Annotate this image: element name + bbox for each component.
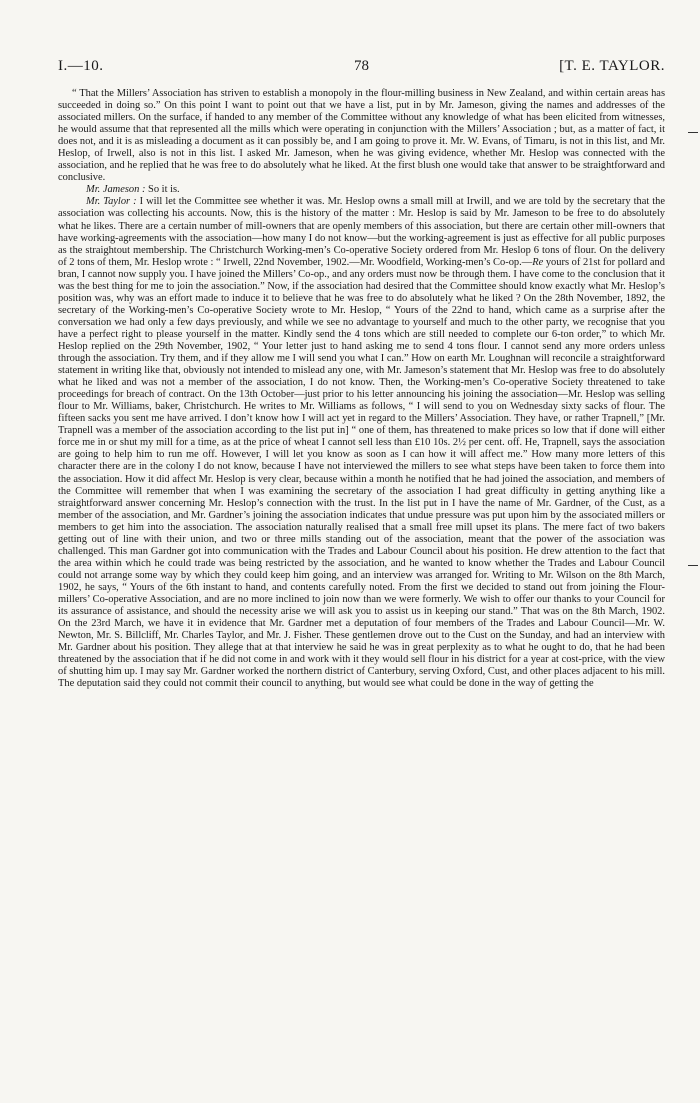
body-text bbox=[58, 88, 665, 690]
margin-mark bbox=[688, 565, 698, 566]
witness-name: [T. E. TAYLOR. bbox=[559, 58, 665, 74]
paragraph-jameson bbox=[58, 184, 665, 196]
paragraph-text: yours of 21st for pollard and bran, I cannot now supply you. I have joined the Millers’ Co-op., and any orders must now be through them. I have come to the conclusion that it was the best thing for me to join the association.” Now, if the association had desired that the Committee should know exactly what Mr. Heslop’s position was, why was an effort made to induce it to believe that he was free to do absolutely what he liked ? On the 28th November, 1892, the secretary of the Working-men’s Co-operative Society wrote to Mr. Heslop, “ Yours of the 22nd to hand, which came as a surprise after the conversation we had only a few days previously, and while we see no advantage to yourself and much to the other party, we recognise that you have a perfect right to please yourself in the matter. Kindly send the 4 tons which are still needed to complete our 6-ton order,” to which Mr. Heslop replied on the 29th November, 1902, “ Your letter just to hand asking me to send 4 tons flour. I cannot send any more orders unless through the association. Try them, and if they allow me I will send you what I can.” How on earth Mr. Loughnan will reconcile a straightforward statement in writing like that, obviously not intended to mislead any one, with Mr. Jameson’s statement that Mr. Heslop was free to do absolutely what he liked and was not a member of the association, I do not know. Then, the Working-men’s Co-operative Society threatened to take proceedings for breach of contract. On the 13th October—just prior to his letter announcing his joining the association—Mr. Heslop was selling flour to Mr. Williams, baker, Christchurch. He writes to Mr. Williams as follows, “ I will send to you on Wednesday sixty sacks of flour. The fifteen sacks you sent me have arrived. I don’t know how I will act yet in regard to the Millers’ Association. They have, or rather Trapnell,” [Mr. Trapnell was a member of the association according to the list put in] “ one of them, has threatened to make prices so low that if done will either force me in or shut my mill for a time, as at the price of wheat I cannot sell less than £10 10s. 2½ per cent. off. He, Trapnell, says the association are going to help him to run me off. However, I will let you know as soon as I can how it will affect me.” How many more letters of this character there are in the colony I do not know, because I have not interviewed the millers to see what steps have been taken to force them into the association. How it did affect Mr. Heslop is very clear, because within a month he notified that he had joined the association, and members of the Committee will remember that when I was examining the secretary of the association I had great difficulty in getting anything like a straightforward answer concerning Mr. Heslop’s connection with the trust. In the list put in I have the name of Mr. Gardner, of the Cust, as a member of the association, and Mr. Gardner’s joining the association indicates that undue pressure was put upon him by the associated millers or members to get him into the association. The association naturally realised that a small free mill upset its plans. The mere fact of two bakers getting out of line with their union, and two or three mills standing out of the association, meant that the power of the association was challenged. This man Gardner got into communication with the Trades and Labour Council about his position. He drew attention to the fact that the area within which he could trade was being restricted by the association, and he wanted to know whether the Trades and Labour Council could not arrange some way by which they could keep him going, and an interview was arranged for. Writing to Mr. Wilson on the 8th March, 1902, he says, “ Yours of the 6th instant to hand, and contents carefully noted. From the first we decided to stand out from joining the Flour-millers’ Co-operative Association, and are no more inclined to join now than we were formerly. We wish to offer our thanks to your Council for its assurance of assistance, and should the necessity arise we will ask you to assist us in keeping our stand.” That was on the 8th March, 1902. On the 23rd March, we have it in evidence that Mr. Gardner met a deputation of four members of the Trades and Labour Council—Mr. W. Newton, Mr. S. Billcliff, Mr. Charles Taylor, and Mr. J. Fisher. These gentlemen drove out to the Cust on the Sunday, and had an interview with Mr. Gardner about his position. They allege that at that interview he said he was in great perplexity as to what he ought to do, that he had been threatened by the association that if he did not come in and work with it they would sell flour in his district for a year at cost-price, with the view of shutting him up. I may say Mr. Gardner worked the northern district of Canterbury, serving Oxford, Cust, and other places adjacent to his mill. The deputation said they could not commit their council to anything, but would see what could be done in the way of getting the bbox=[58, 256, 665, 690]
margin-mark bbox=[688, 132, 698, 133]
page-reference: I.—10. bbox=[58, 58, 104, 74]
page-number: 78 bbox=[354, 58, 369, 74]
paragraph-text: “ That the Millers’ Association has striven to establish a monopoly in the flour-milling business in New Zealand, and within certain areas has succeeded in doing so.” On this point I want to point out that we have a list, put in by Mr. Jameson, giving the names and addresses of the associated millers. On the surface, if handed to any member of the Committee without any knowledge of what has been elicited from witnesses, he would assume that that represented all the mills which were operating in conjunction with the Millers’ Association ; but, as a matter of fact, it does not, and it is as misleading a document as it can possibly be, and I am going to prove it. Mr. W. Evans, of Timaru, is not in this list, and Mr. Heslop, of Irwell, also is not in this list. I asked Mr. Jameson, when he was giving evidence, whether Mr. Heslop was connected with the association, and he replied that he was free to do absolutely what he liked. At the first blush one would take that answer to be straightforward and conclusive. bbox=[58, 88, 665, 184]
speaker-label: Mr. Jameson : bbox=[86, 184, 146, 196]
paragraph-taylor bbox=[58, 196, 665, 690]
speaker-label: Mr. Taylor : bbox=[86, 196, 137, 208]
italic-word: Re bbox=[532, 256, 544, 268]
paragraph-intro bbox=[58, 88, 665, 184]
paragraph-text: I will let the Committee see whether it was. Mr. Heslop owns a small mill at Irwill, and we are told by the secretary that the association was collecting his accounts. Now, this is the history of the matter : Mr. Heslop is said by Mr. Jameson to be free to do absolutely what he likes. There are a certain number of mill-owners that are openly members of this association, but there are certain other mill-owners that have working-agreements with the association—how many I do not know—but the working-agreement is just as effective for all public purposes as the straightout membership. The Christchurch Working-men’s Co-operative Society ordered from Mr. Heslop 6 tons of flour. On the delivery of 2 tons of them, Mr. Heslop wrote : “ Irwell, 22nd November, 1902.—Mr. Woodfield, Working-men’s Co-op.— bbox=[58, 196, 666, 268]
paragraph-text: So it is. bbox=[148, 184, 180, 196]
page-header bbox=[58, 58, 665, 78]
